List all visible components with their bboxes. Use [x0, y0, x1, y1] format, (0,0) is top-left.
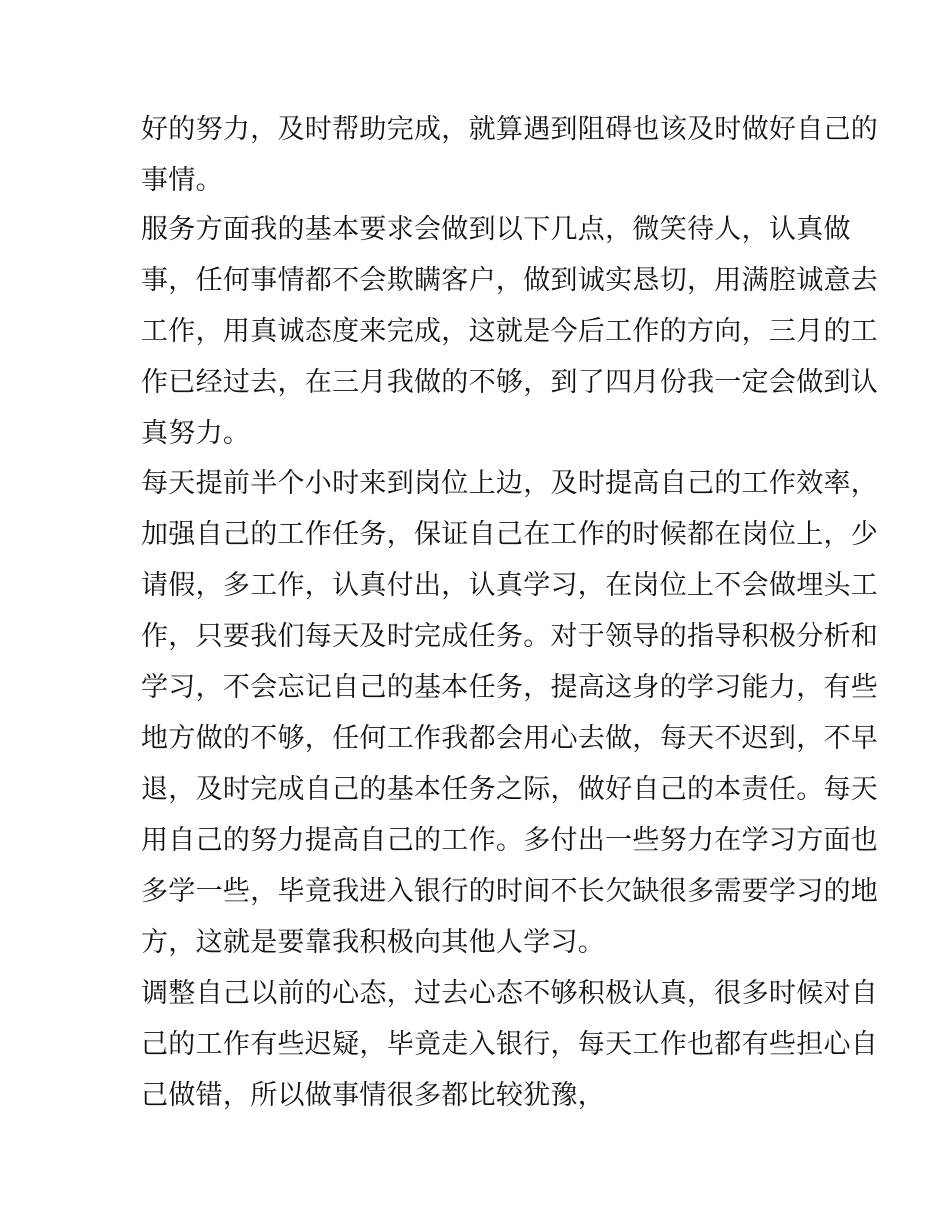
text-line: 己的工作有些迟疑，毕竟走入银行，每天工作也都有些担心自	[141, 1029, 879, 1060]
text-line: 事情。	[141, 165, 223, 196]
text-line: 加强自己的工作任务，保证自己在工作的时候都在岗位上，少	[141, 519, 879, 550]
text-line: 学习，不会忘记自己的基本任务，提高这身的学习能力，有些	[141, 672, 879, 703]
text-line: 每天提前半个小时来到岗位上边，及时提高自己的工作效率，	[141, 468, 879, 499]
text-line: 请假，多工作，认真付出，认真学习，在岗位上不会做埋头工	[141, 570, 879, 601]
text-line: 真努力。	[141, 418, 251, 449]
text-line: 事，任何事情都不会欺瞒客户，做到诚实恳切，用满腔诚意去	[141, 265, 879, 296]
text-line: 退，及时完成自己的基本任务之际，做好自己的本责任。每天	[141, 774, 879, 805]
text-line: 多学一些，毕竟我进入银行的时间不长欠缺很多需要学习的地	[141, 876, 879, 907]
text-line: 己做错，所以做事情很多都比较犹豫，	[141, 1080, 606, 1111]
text-line: 作，只要我们每天及时完成任务。对于领导的指导积极分析和	[141, 621, 879, 652]
text-line: 好的努力，及时帮助完成，就算遇到阻碍也该及时做好自己的	[141, 114, 879, 145]
text-line: 作已经过去，在三月我做的不够，到了四月份我一定会做到认	[141, 367, 879, 398]
text-line: 工作，用真诚态度来完成，这就是今后工作的方向，三月的工	[141, 316, 879, 347]
text-line: 地方做的不够，任何工作我都会用心去做，每天不迟到，不早	[141, 723, 879, 754]
text-line: 方，这就是要靠我积极向其他人学习。	[141, 927, 606, 958]
text-line: 服务方面我的基本要求会做到以下几点，微笑待人，认真做	[141, 214, 851, 245]
text-line: 调整自己以前的心态，过去心态不够积极认真，很多时候对自	[141, 978, 879, 1009]
text-line: 用自己的努力提高自己的工作。多付出一些努力在学习方面也	[141, 825, 879, 856]
